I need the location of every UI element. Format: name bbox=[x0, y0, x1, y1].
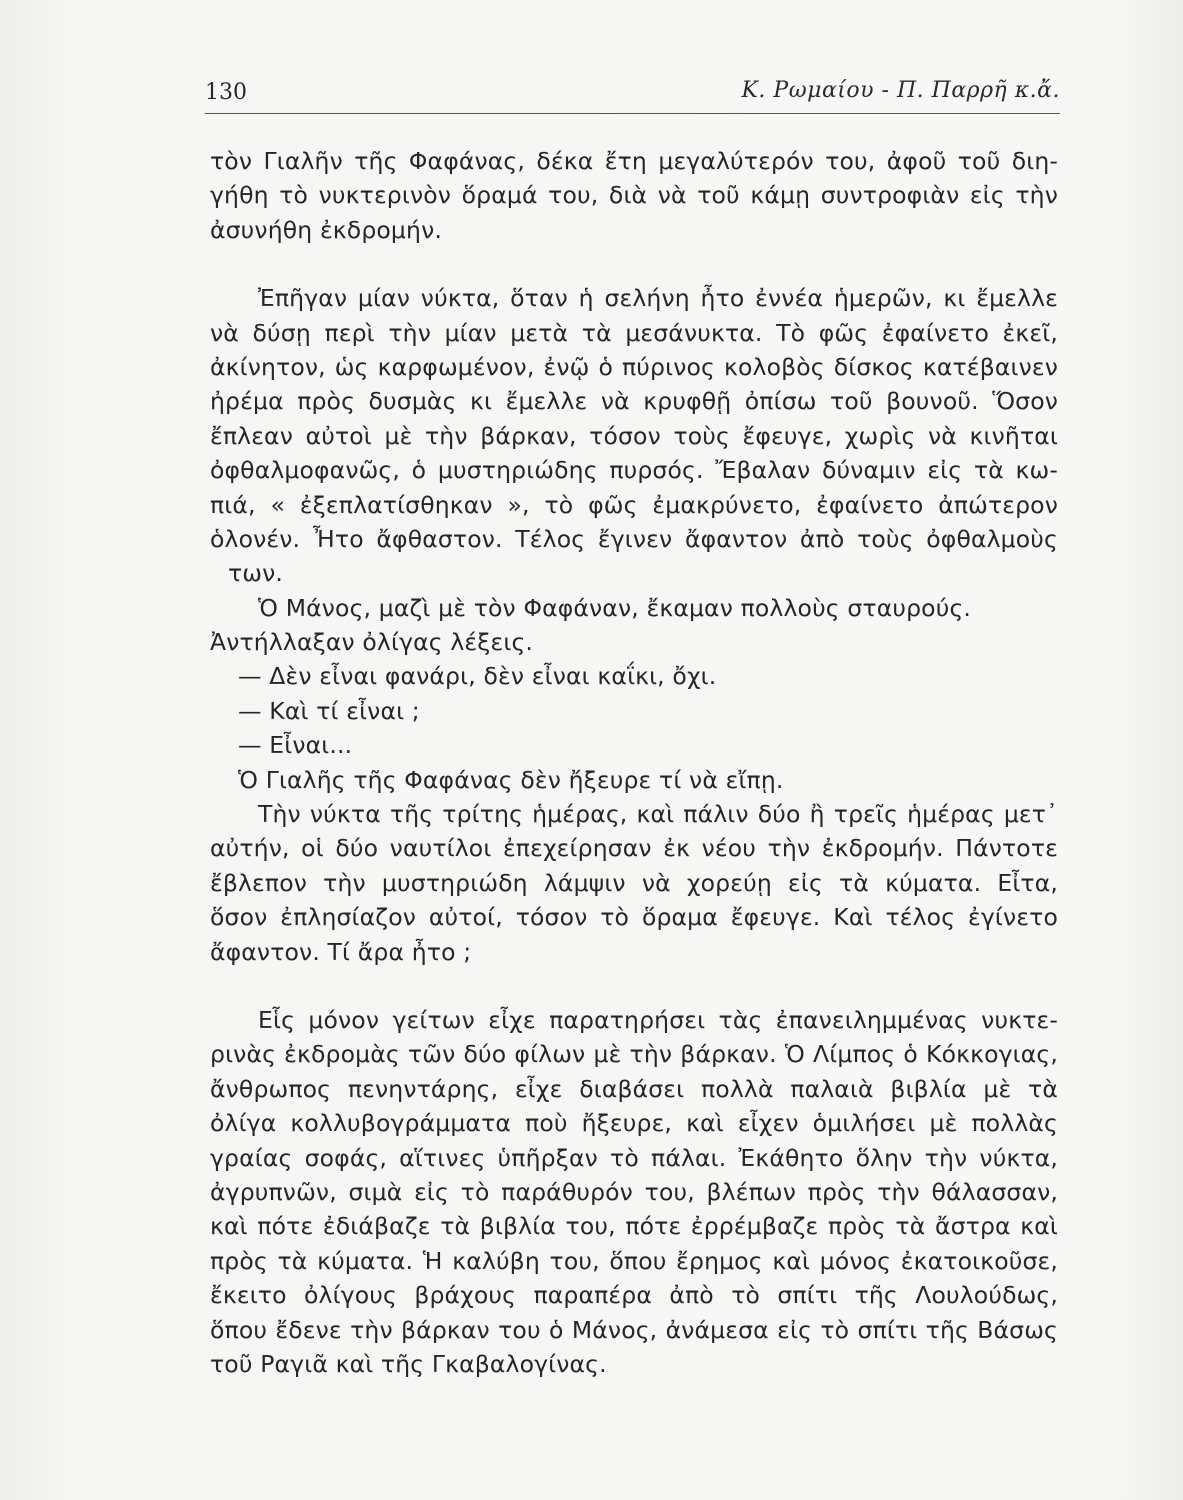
text-line: νὰ δύσῃ περὶ τὴν μίαν μετὰ τὰ μεσάνυκτα. Τὸ φῶς ἐφαίνετο ἐκεῖ, bbox=[210, 318, 1058, 347]
text-line: ἔπλεαν αὐτοὶ μὲ τὴν βάρκαν, τόσον τοὺς ἔφευγε, χωρὶς νὰ κινῆται bbox=[210, 421, 1058, 450]
header-rule bbox=[205, 113, 1060, 114]
body-text bbox=[210, 144, 1058, 1381]
text-line: Εἷς μόνον γείτων εἶχε παρατηρήσει τὰς ἐπανειλημμένας νυκτε- bbox=[258, 1005, 1058, 1034]
text-line: Ὁ Γιαλῆς τῆς Φαφάνας δὲν ἤξευρε τί νὰ εἴπῃ. bbox=[238, 765, 784, 794]
text-line: πρὸς τὰ κύματα. Ἡ καλύβη του, ὅπου ἔρημος καὶ μόνος ἐκατοικοῦσε, bbox=[210, 1246, 1058, 1275]
text-line: Ἀντήλλαξαν ὀλίγας λέξεις. bbox=[210, 628, 534, 657]
text-line: ὁλονέν. Ἦτο ἄφθαστον. Τέλος ἔγινεν ἄφαντον ἀπὸ τοὺς ὀφθαλμοὺς bbox=[210, 524, 1058, 553]
dialogue-line: — Δὲν εἶναι φανάρι, δὲν εἶναι καΐκι, ὄχι. bbox=[238, 662, 717, 691]
text-line: των. bbox=[228, 559, 284, 588]
page-number: 130 bbox=[205, 80, 247, 105]
text-line: ὀλίγα κολλυβογράμματα ποὺ ἤξευρε, καὶ εἶχεν ὁμιλήσει μὲ πολλὰς bbox=[210, 1109, 1058, 1138]
text-line: πιά, « ἐξεπλατίσθηκαν », τὸ φῶς ἐμακρύνετο, ἐφαίνετο ἀπώτερον bbox=[210, 490, 1058, 519]
running-head: Κ. Ρωμαίου - Π. Παρρῆ κ.ἄ. bbox=[741, 78, 1060, 103]
text-line: ἠρέμα πρὸς δυσμὰς κι ἔμελλε νὰ κρυφθῇ ὀπίσω τοῦ βουνοῦ. Ὅσον bbox=[210, 387, 1058, 416]
dialogue-line: — Εἶναι... bbox=[238, 731, 353, 760]
paragraph-gap bbox=[210, 247, 1058, 281]
page-header bbox=[205, 72, 1060, 112]
text-line: γραίας σοφάς, αἵτινες ὑπῆρξαν τὸ πάλαι. Ἐκάθητο ὅλην τὴν νύκτα, bbox=[210, 1143, 1058, 1172]
text-line: γήθη τὸ νυκτερινὸν ὅραμά του, διὰ νὰ τοῦ κάμῃ συντροφιὰν εἰς τὴν bbox=[210, 181, 1058, 210]
text-line: ὀφθαλμοφανῶς, ὁ μυστηριώδης πυρσός. Ἔβαλαν δύναμιν εἰς τὰ κω- bbox=[210, 456, 1058, 485]
text-line: ἔκειτο ὀλίγους βράχους παραπέρα ἀπὸ τὸ σπίτι τῆς Λουλούδως, bbox=[210, 1281, 1058, 1310]
text-line: τοῦ Ραγιᾶ καὶ τῆς Γκαβαλογίνας. bbox=[210, 1349, 607, 1378]
dialogue-line: — Καὶ τί εἶναι ; bbox=[238, 696, 420, 725]
text-line: τὸν Γιαλῆν τῆς Φαφάνας, δέκα ἔτη μεγαλύτερόν του, ἀφοῦ τοῦ διη- bbox=[210, 147, 1058, 175]
text-line: Τὴν νύκτα τῆς τρίτης ἡμέρας, καὶ πάλιν δύο ἢ τρεῖς ἡμέρας μετ᾽ bbox=[258, 800, 1058, 829]
text-line: ρινὰς ἐκδρομὰς τῶν δύο φίλων μὲ τὴν βάρκαν. Ὁ Λίμπος ὁ Κόκκογιας, bbox=[210, 1040, 1058, 1069]
text-line: καὶ πότε ἐδιάβαζε τὰ βιβλία του, πότε ἐρρέμβαζε πρὸς τὰ ἄστρα καὶ bbox=[210, 1212, 1058, 1241]
text-line: Ἐπῆγαν μίαν νύκτα, ὅταν ἡ σελήνη ἦτο ἐννέα ἡμερῶν, κι ἔμελλε bbox=[258, 284, 1058, 313]
text-line: ἀκίνητον, ὡς καρφωμένον, ἐνῷ ὁ πύρινος κολοβὸς δίσκος κατέβαινεν bbox=[210, 352, 1058, 381]
paragraph-gap bbox=[210, 969, 1058, 1003]
text-line: ἀσυνήθη ἐκδρομήν. bbox=[210, 215, 442, 244]
text-line: ἀγρυπνῶν, σιμὰ εἰς τὸ παράθυρόν του, βλέπων πρὸς τὴν θάλασσαν, bbox=[210, 1177, 1058, 1206]
text-line: αὐτήν, οἱ δύο ναυτίλοι ἐπεχείρησαν ἐκ νέου τὴν ἐκδρομήν. Πάντοτε bbox=[210, 834, 1058, 863]
text-line: ἄνθρωπος πενηντάρης, εἶχε διαβάσει πολλὰ παλαιὰ βιβλία μὲ τὰ bbox=[210, 1074, 1058, 1103]
text-line: Ὁ Μάνος, μαζὶ μὲ τὸν Φαφάναν, ἔκαμαν πολλοὺς σταυρούς. bbox=[258, 593, 972, 622]
text-line: ἔβλεπον τὴν μυστηριώδη λάμψιν νὰ χορεύῃ εἰς τὰ κύματα. Εἶτα, bbox=[210, 868, 1058, 897]
text-line: ὅσον ἐπλησίαζον αὐτοί, τόσον τὸ ὅραμα ἔφευγε. Καὶ τέλος ἐγίνετο bbox=[210, 903, 1058, 932]
text-line: ὅπου ἔδενε τὴν βάρκαν του ὁ Μάνος, ἀνάμεσα εἰς τὸ σπίτι τῆς Βάσως bbox=[210, 1315, 1058, 1344]
text-line: ἄφαντον. Τί ἄρα ἦτο ; bbox=[210, 937, 472, 966]
